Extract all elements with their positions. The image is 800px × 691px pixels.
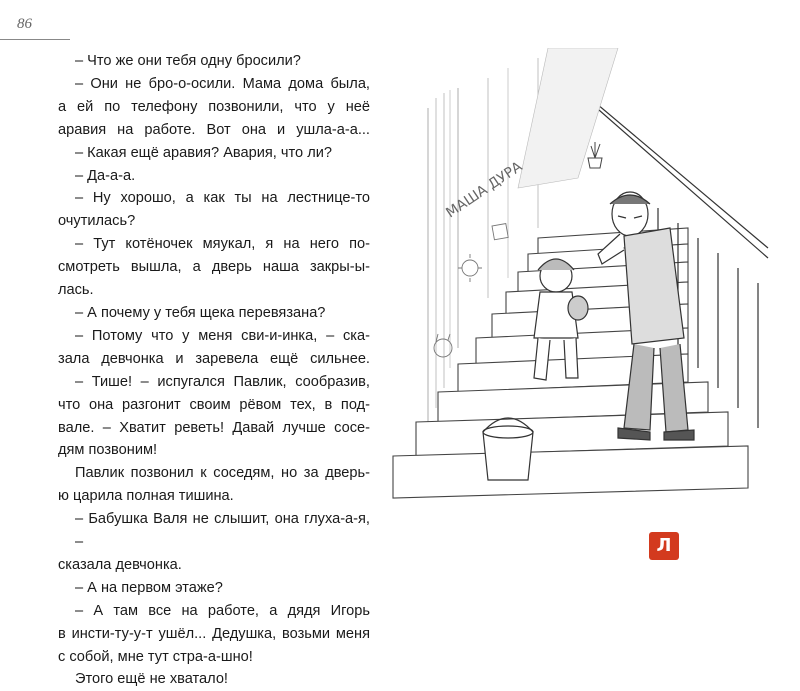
text-line: – Бабушка Валя не слышит, она глуха-а-я, – (75, 511, 370, 551)
text-line: в инсти-ту-у-т ушёл... Дедушка, возьми меня (58, 625, 370, 642)
text-line: очутилась? (58, 213, 136, 230)
text-line: сказала девчонка. (58, 556, 182, 573)
text-line: зала девчонка и заревела ещё сильнее. (58, 350, 370, 367)
text-line: – Они не бро-о-осили. Мама дома была, (75, 75, 370, 92)
plant-pot (588, 142, 602, 168)
text-line: смотреть вышла, а дверь наша закры-ы- (58, 259, 370, 276)
story-text (58, 50, 370, 691)
text-line: а ей по телефону позвонили, что у неё (58, 98, 370, 115)
text-line: лась. (58, 282, 94, 299)
text-line: – Тише! – испугался Павлик, сообразив, (75, 373, 370, 390)
text-line: – Да-а-а. (75, 167, 136, 184)
bucket (483, 418, 533, 480)
text-line: – Тут котёночек мяукал, я на него по- (75, 236, 370, 253)
text-line: – Потому что у меня сви-и-инка, – ска- (75, 327, 370, 344)
text-line: – А почему у тебя щека перевязана? (75, 304, 326, 321)
wall-graffiti: МАША ДУРА (443, 158, 526, 222)
text-line: что она разгонит своим рёвом тех, в под- (58, 396, 370, 413)
text-line: – Что же они тебя одну бросили? (75, 53, 301, 69)
text-line: – Ну хорошо, а как ты на лестнице-то (75, 190, 370, 207)
page-number: 86 (17, 16, 32, 32)
text-line: – А на первом этаже? (75, 579, 223, 596)
text-line: ю царила полная тишина. (58, 488, 234, 505)
text-line: – А там все на работе, а дядя Игорь (75, 602, 370, 619)
publisher-logo-letter: Л (656, 535, 672, 556)
text-line: Этого ещё не хватало! (75, 671, 228, 688)
text-line: с собой, мне тут стра-а-шно! (58, 648, 253, 665)
publisher-logo (649, 532, 679, 560)
staircase-illustration (388, 48, 778, 518)
window-light (518, 48, 618, 188)
text-line: аравия на работе. Вот она и ушла-а-а... (58, 121, 370, 138)
text-line: вале. – Хватит реветь! Давай лучше сосе- (58, 419, 370, 436)
header-rule (0, 39, 70, 40)
text-line: – Какая ещё аравия? Авария, что ли? (75, 144, 332, 161)
text-line: дям позвоним! (58, 442, 158, 459)
text-line: Павлик позвонил к соседям, но за дверь- (75, 465, 370, 482)
